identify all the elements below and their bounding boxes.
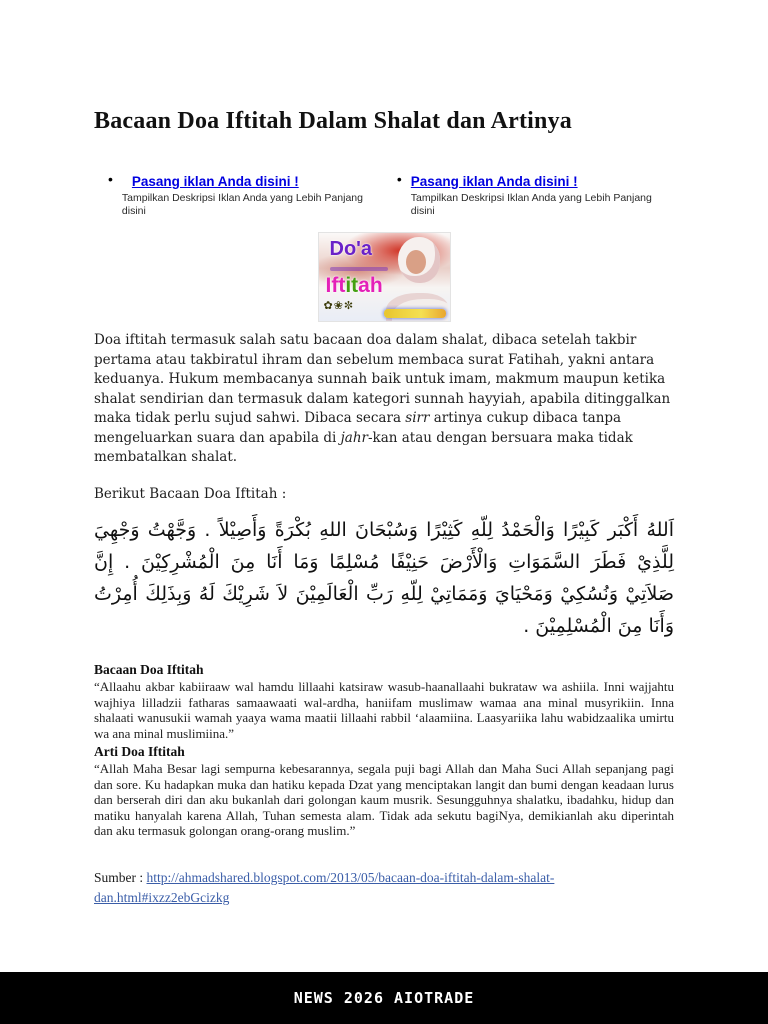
image-text-doa: Do'a	[329, 238, 373, 260]
bullet-icon: •	[396, 171, 402, 187]
ad-stack	[411, 171, 674, 218]
arabic-prayer-text: اَللهُ أَكْبَر كَبِيْرًا وَالْحَمْدُ لِلّهِ كَثِيْرًا وَسُبْحَانَ اللهِ بُكْرَةً وَأَصِيْلاً . وَجَّهْتُ وَجْهِيَ لِلَّذِيْ فَطَرَ السَّمَوَاتِ وَالْأَرْضَ حَنِيْفًا مُسْلِمًا وَمَا أَنَا مِنَ الْمُشْرِكِيْنَ . إِنَّ صَلاَتِيْ وَنُسُكِيْ وَمَحْيَايَ وَمَمَاتِيْ لِلّهِ رَبِّ الْعَالَمِيْنَ لاَ شَرِيْكَ لَهُ وَبِذَلِكَ أُمِرْتُ وَأَنَا مِنَ الْمُسْلِمِيْنَ .	[94, 519, 674, 637]
footer-bar	[0, 972, 768, 1024]
praying-child-face	[406, 250, 426, 274]
page-title: Bacaan Doa Iftitah Dalam Shalat dan Artinya	[94, 108, 572, 134]
ad-description: Tampilkan Deskripsi Iklan Anda yang Lebih Panjang disini	[121, 192, 363, 217]
arti-paragraph: “Allah Maha Besar lagi sempurna kebesarannya, segala puji bagi Allah dan Maha Suci Allah sepanjang pagi dan sore. Ku hadapkan muka dan hatiku kepada Dzat yang menciptakan langit dan bumi dengan keadaan lurus dan berserah diri dan aku bukanlah dari golongan kaum musrik. Sesungguhnya shalatku, ibadahku, hidup dan matiku hanyalah karena Allah, Tuhan semesta alam. Tidak ada sekutu bagiNya, demikianlah aku diperintah dan aku termasuk golongan orang-orang muslim.”	[94, 761, 674, 838]
arti-heading: Arti Doa Iftitah	[94, 744, 185, 759]
article-content	[94, 0, 674, 921]
bullet-icon: •	[108, 171, 113, 187]
image-watermark-badge	[384, 309, 446, 318]
ad-item	[397, 171, 674, 218]
flourish-decoration: ✿❀✼	[323, 299, 355, 312]
bacaan-paragraph: “Allaahu akbar kabiiraaw wal hamdu lillaahi katsiraw wasub-haanallaahi bukrataw wa ashiila. Inni wajjahtu wajhiya lilladzii fatharas samaawaati wal-ardha, haniifam muslimaw wamaa ana minal musyrikiin. Inna shalaati wanusukii wamah yaaya wama maatii lillaahi rabbil ʻalaamiina. Laasyariika lahu wabidzaalika umirtu wa ana minal muslimiina.”	[94, 679, 674, 741]
bacaan-heading: Bacaan Doa Iftitah	[94, 662, 204, 677]
source-line	[94, 868, 674, 908]
source-label: Sumber :	[94, 869, 147, 885]
image-watermark-line	[330, 267, 388, 271]
ad-list	[94, 171, 674, 218]
intro-paragraph: Doa iftitah termasuk salah satu bacaan doa dalam shalat, dibaca setelah takbir pertama atau takbiratul ihram dan sebelum membaca surat Fatihah, yakni antara keduanya. Hukum membacanya sunnah baik untuk imam, makmum maupun ketika shalat sendirian dan termasuk dalam kategori sunnah hayyiah, apabila ditinggalkan maka tidak perlu sujud sahwi. Dibaca secara sirr artinya cukup dibaca tanpa mengeluarkan suara dan apabila di jahr-kan atau dengan bersuara maka tidak membatalkan shalat.	[94, 332, 671, 465]
ad-description: Tampilkan Deskripsi Iklan Anda yang Lebih Panjang disini	[410, 192, 652, 217]
image-text-iftitah: Iftitah	[325, 274, 383, 297]
doa-iftitah-image	[319, 233, 450, 321]
hero-image-wrapper	[94, 233, 674, 325]
ad-link[interactable]: Pasang iklan Anda disini !	[410, 174, 578, 189]
lead-in-text: Berikut Bacaan Doa Iftitah :	[94, 485, 287, 502]
ad-stack	[122, 171, 391, 218]
ad-link[interactable]: Pasang iklan Anda disini !	[131, 174, 299, 189]
ad-item	[94, 171, 391, 218]
footer-text: NEWS 2026 AIOTRADE	[293, 989, 475, 1007]
source-link[interactable]: http://ahmadshared.blogspot.com/2013/05/bacaan-doa-iftitah-dalam-shalat-dan.html#ixzz2ebGcizkg	[94, 869, 555, 905]
